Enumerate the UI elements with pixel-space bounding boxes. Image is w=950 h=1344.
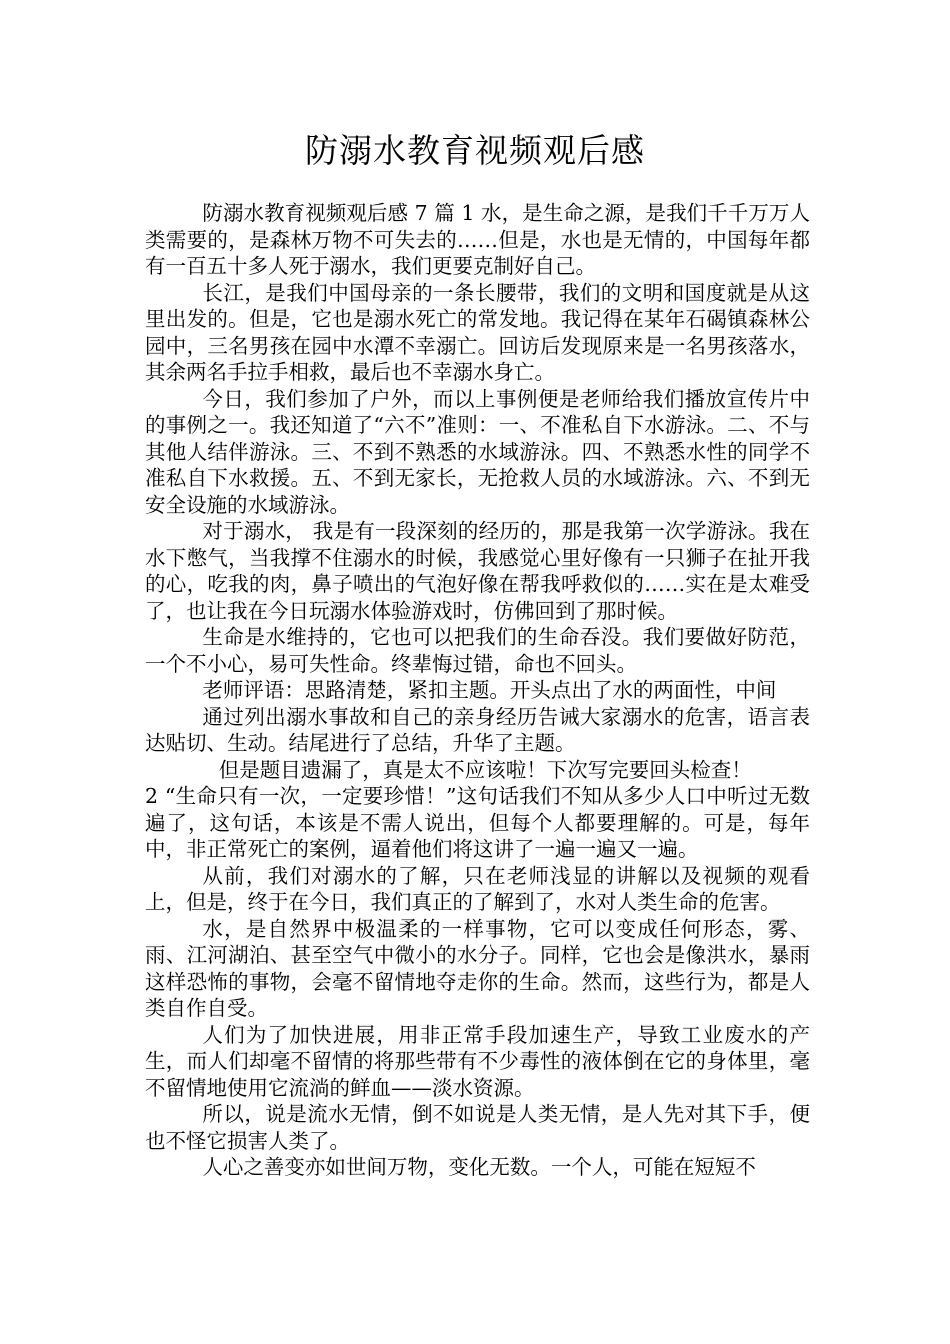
document-body — [145, 200, 810, 1181]
paragraph: 老师评语：思路清楚，紧扣主题。开头点出了水的两面性，中间 — [202, 678, 777, 702]
document-title: 防溺水教育视频观后感 — [305, 131, 645, 170]
paragraph: 从前，我们对溺水的了解，只在老师浅显的讲解以及视频的观看上，但是，终于在今日，我们真正的了解到了，水对人类生命的危害。 — [145, 863, 810, 914]
paragraph: 人们为了加快进展，用非正常手段加速生产，导致工业废水的产生，而人们却毫不留情的将那些带有不少毒性的液体倒在它的身体里，毫不留情地使用它流淌的鲜血——淡水资源。 — [145, 1022, 810, 1100]
paragraph: 水，是自然界中极温柔的一样事物，它可以变成任何形态，雾、雨、江河湖泊、甚至空气中微小的水分子。同样，它也会是像洪水，暴雨这样恐怖的事物，会毫不留情地夺走你的生命。然而，这些行为，都是人类自作自受。 — [145, 916, 810, 1020]
paragraph: 长江，是我们中国母亲的一条长腰带，我们的文明和国度就是从这里出发的。但是，它也是溺水死亡的常发地。我记得在某年石碣镇森林公园中，三名男孩在园中水潭不幸溺亡。回访后发现原来是一名男孩落水，其余两名手拉手相救，最后也不幸溺水身亡。 — [145, 280, 810, 384]
paragraph: 防溺水教育视频观后感 7 篇 1 水，是生命之源，是我们千千万万人类需要的，是森林万物不可失去的……但是，水也是无情的，中国每年都有一百五十多人死于溺水，我们更要克制好自己。 — [145, 201, 810, 278]
paragraph: 今日，我们参加了户外，而以上事例便是老师给我们播放宣传片中的事例之一。我还知道了“六不”准则：一、不准私自下水游泳。二、不与其他人结伴游泳。三、不到不熟悉的水域游泳。四、不熟悉水性的同学不准私自下水救援。五、不到无家长，无抢救人员的水域游泳。六、不到无安全设施的水域游泳。 — [145, 386, 810, 517]
paragraph: 对于溺水， 我是有一段深刻的经历的，那是我第一次学游泳。我在水下憋气，当我撑不住溺水的时候，我感觉心里好像有一只狮子在扯开我的心，吃我的肉，鼻子喷出的气泡好像在帮我呼救似的……实在是太难受了，也让我在今日玩溺水体验游戏时，仿佛回到了那时候。 — [145, 519, 810, 623]
paragraph: 生命是水维持的，它也可以把我们的生命吞没。我们要做好防范，一个不小心，易可失性命。终辈悔过错，命也不回头。 — [145, 625, 810, 676]
paragraph: 2 “生命只有一次，一定要珍惜！”这句话我们不知从多少人口中听过无数遍了，这句话，本该是不需人说出，但每个人都要理解的。可是，每年中，非正常死亡的案例，逼着他们将这讲了一遍一遍又一遍。 — [145, 784, 810, 861]
paragraph: 通过列出溺水事故和自己的亲身经历告诫大家溺水的危害，语言表达贴切、生动。结尾进行了总结，升华了主题。 — [145, 704, 810, 755]
paragraph: 所以，说是流水无情，倒不如说是人类无情，是人先对其下手，便也不怪它损害人类了。 — [145, 1102, 810, 1153]
paragraph: 人心之善变亦如世间万物，变化无数。一个人，可能在短短不 — [202, 1155, 756, 1179]
paragraph: 但是题目遗漏了，真是太不应该啦！下次写完要回头检查！ — [218, 757, 752, 782]
